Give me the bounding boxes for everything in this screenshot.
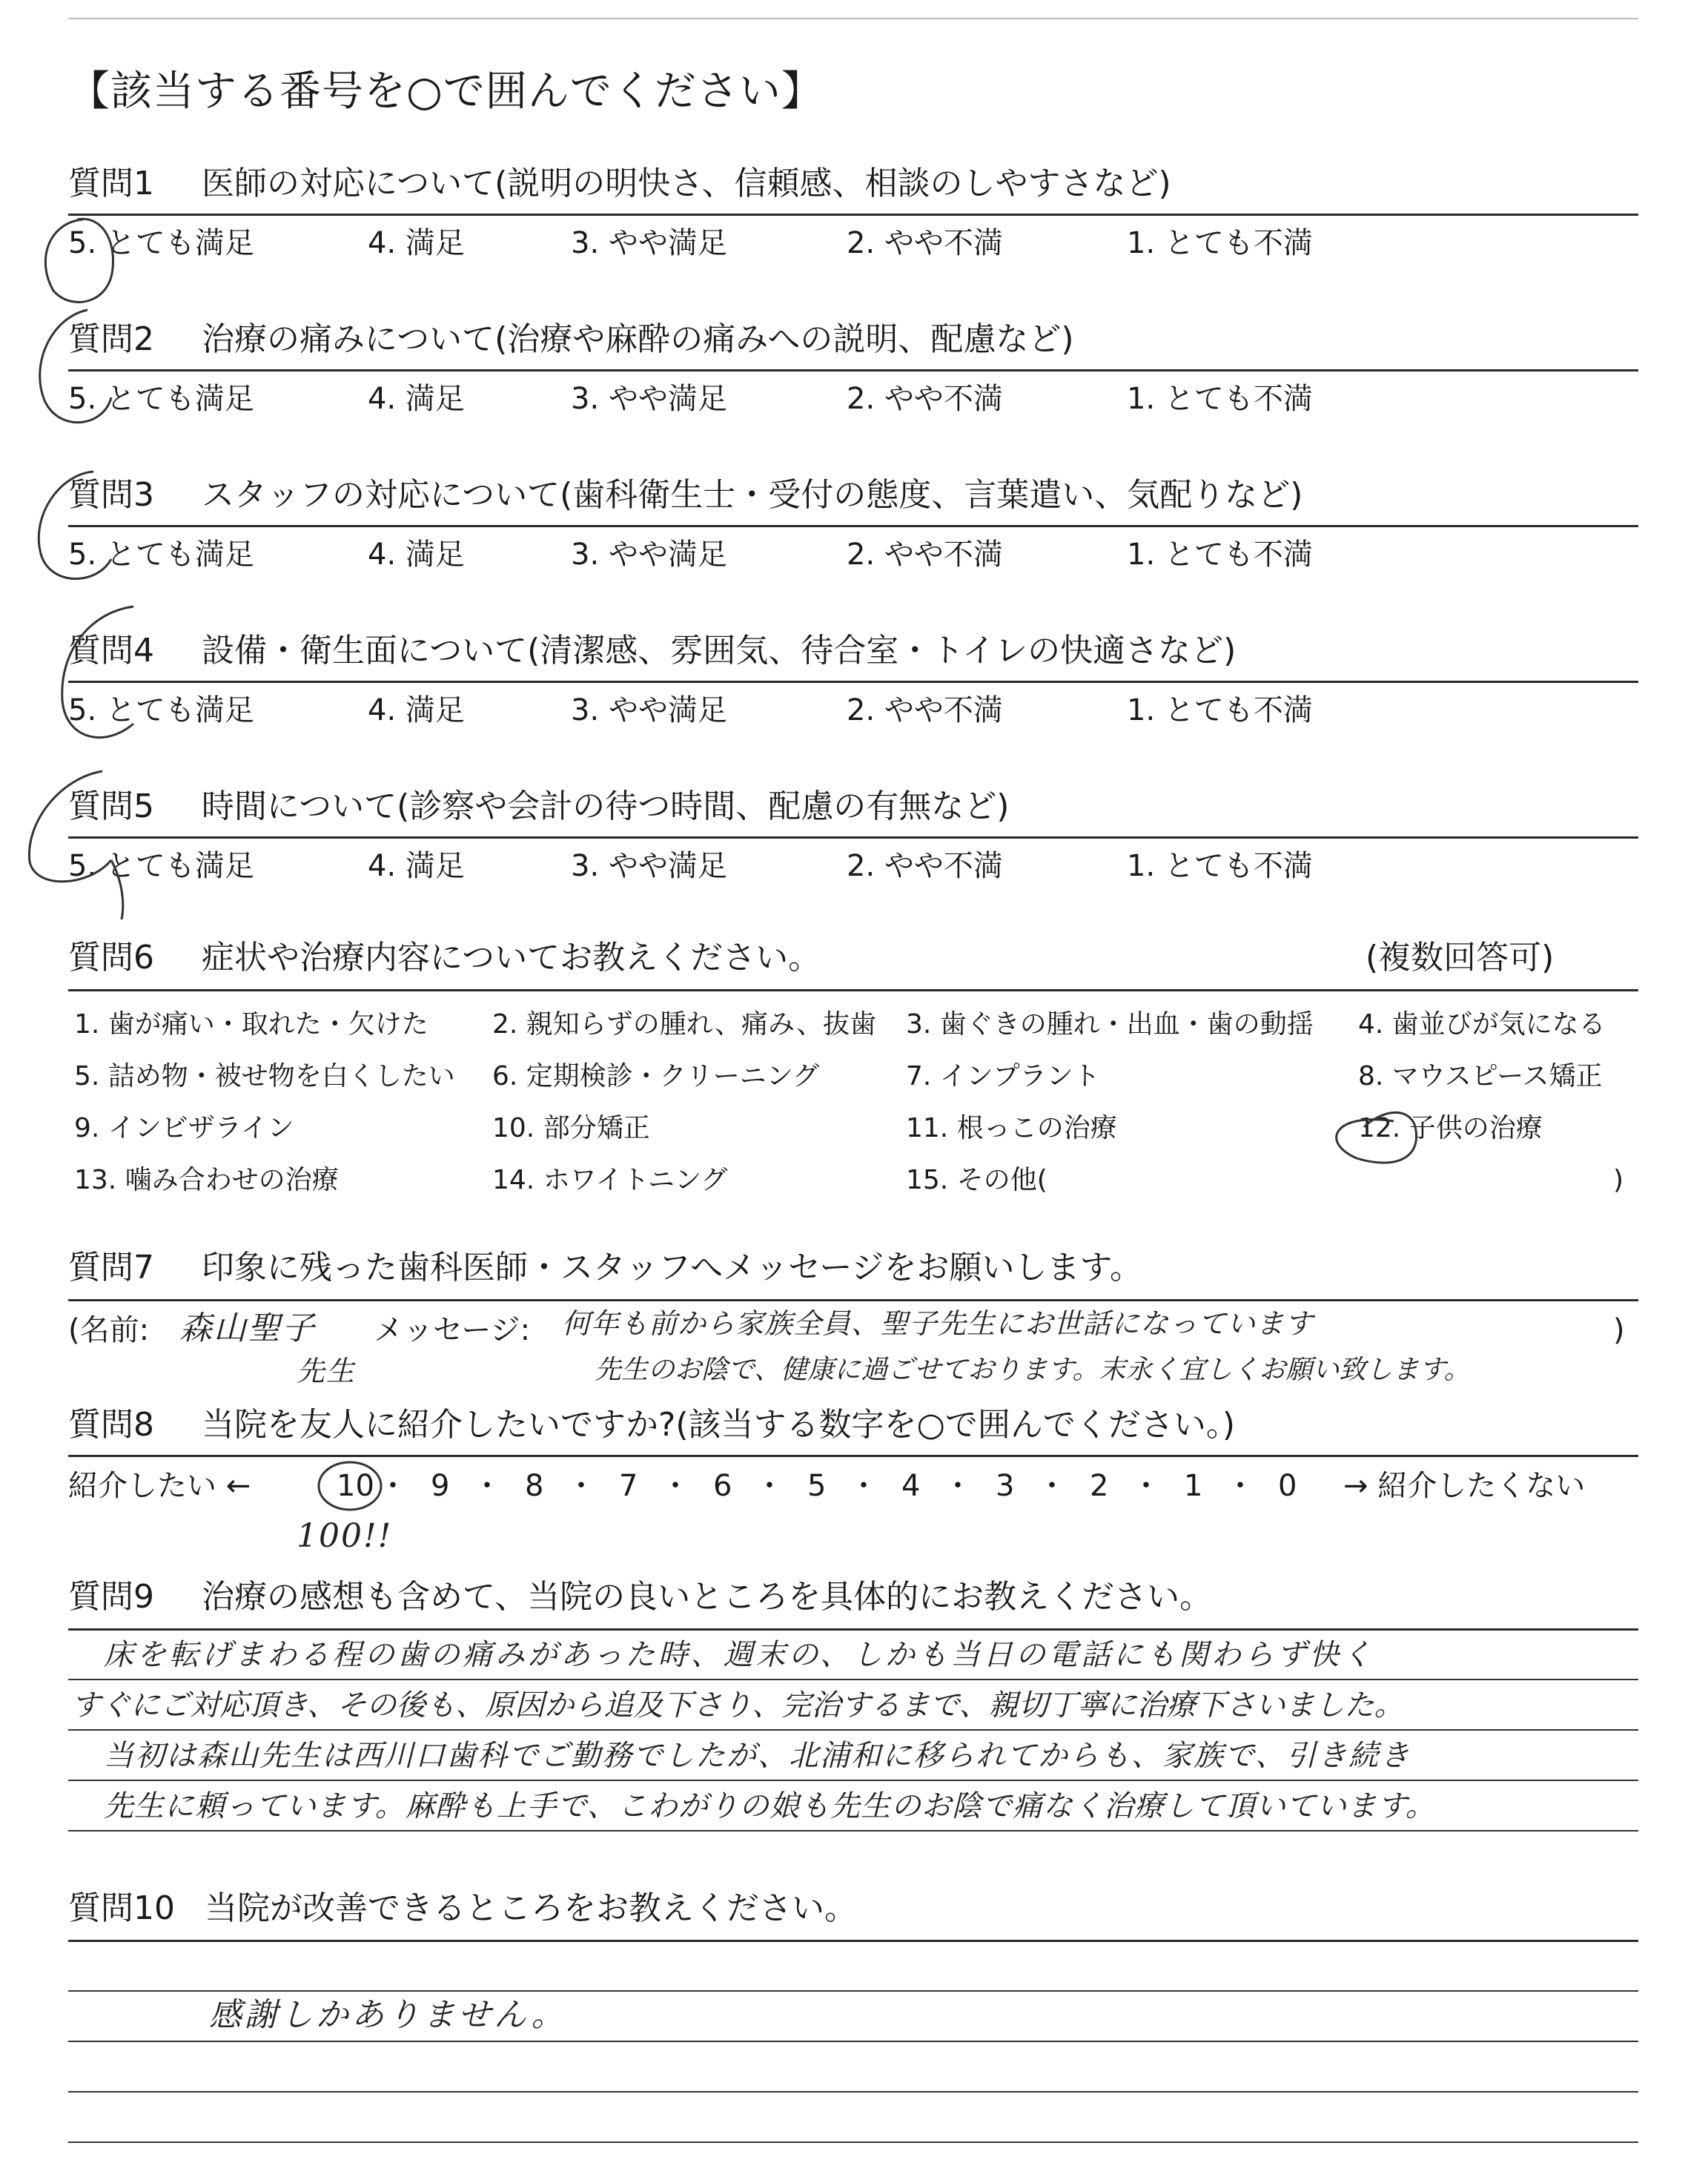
q6-note: (複数回答可) <box>1366 939 1555 977</box>
q6-option-14[interactable]: 14. ホワイトニング <box>492 1165 728 1195</box>
q5-option-4[interactable]: 4. 満足 <box>368 849 465 883</box>
q4-option-1[interactable]: 1. とても不満 <box>1127 693 1313 727</box>
q8-scale-separator: ・ <box>755 1469 784 1503</box>
q4-option-2[interactable]: 2. やや不満 <box>847 693 1003 727</box>
q7-label: 質問7 <box>68 1249 154 1287</box>
q8-left-label: 紹介したい ← <box>68 1469 251 1503</box>
q7-name-label: (名前: <box>68 1313 150 1347</box>
q8-scale-separator: ・ <box>472 1469 502 1503</box>
q5-option-3[interactable]: 3. やや満足 <box>571 849 727 883</box>
q1-circle-mark <box>45 219 113 302</box>
q10-text: 当院が改善できるところをお教えください。 <box>205 1889 857 1927</box>
q4-option-5[interactable]: 5. とても満足 <box>68 693 254 727</box>
q6-option-13[interactable]: 13. 噛み合わせの治療 <box>74 1165 339 1195</box>
q6-option-3[interactable]: 3. 歯ぐきの腫れ・出血・歯の動揺 <box>906 1009 1314 1040</box>
q5-text: 時間について(診察や会計の待つ時間、配慮の有無など) <box>202 787 1010 825</box>
q8-scale-separator: ・ <box>1225 1469 1255 1503</box>
q6-option-5[interactable]: 5. 詰め物・被せ物を白くしたい <box>74 1061 455 1091</box>
q6-option-10[interactable]: 10. 部分矯正 <box>492 1113 650 1143</box>
q1-label: 質問1 <box>68 165 154 202</box>
q6-option-11[interactable]: 11. 根っこの治療 <box>906 1113 1117 1143</box>
q8-scale-4[interactable]: 4 <box>901 1469 921 1503</box>
q10-answer: 感謝しかありません。 <box>209 1996 567 2034</box>
q4-option-4[interactable]: 4. 満足 <box>368 693 465 727</box>
q4-label: 質問4 <box>68 632 154 670</box>
q7-name-value: 森山聖子 <box>179 1309 316 1347</box>
q3-option-3[interactable]: 3. やや満足 <box>571 538 727 572</box>
q8-scale-0[interactable]: 0 <box>1278 1469 1297 1503</box>
q8-right-label: → 紹介したくない <box>1343 1469 1586 1503</box>
q8-text: 当院を友人に紹介したいですか?(該当する数字を○で囲んでください。) <box>202 1406 1236 1444</box>
q2-option-5[interactable]: 5. とても満足 <box>68 382 254 416</box>
q5-option-5[interactable]: 5. とても満足 <box>68 849 254 883</box>
q8-scale-separator: ・ <box>943 1469 973 1503</box>
q6-text: 症状や治療内容についてお教えください。 <box>202 939 821 977</box>
q8-scale-separator: ・ <box>1131 1469 1161 1503</box>
q3-option-5[interactable]: 5. とても満足 <box>68 538 254 572</box>
q3-option-2[interactable]: 2. やや不満 <box>847 538 1003 572</box>
q6-option-7[interactable]: 7. インプラント <box>906 1061 1100 1091</box>
q2-option-4[interactable]: 4. 満足 <box>368 382 465 416</box>
q6-option-2[interactable]: 2. 親知らずの腫れ、痛み、抜歯 <box>492 1009 877 1040</box>
q6-option-6[interactable]: 6. 定期検診・クリーニング <box>492 1061 820 1091</box>
q5-option-2[interactable]: 2. やや不満 <box>847 849 1003 883</box>
q8-scale-3[interactable]: 3 <box>996 1469 1015 1503</box>
q3-circle-mark <box>39 472 111 579</box>
q8-scale-5[interactable]: 5 <box>807 1469 827 1503</box>
q9-text: 治療の感想も含めて、当院の良いところを具体的にお教えください。 <box>202 1578 1213 1616</box>
q1-option-5[interactable]: 5. とても満足 <box>68 226 254 260</box>
q1-option-2[interactable]: 2. やや不満 <box>847 226 1003 260</box>
q4-circle-mark <box>62 607 133 738</box>
page-title: 【該当する番号を○で囲んでください】 <box>68 67 824 116</box>
q9-answer-line-1: 床を転げまわる程の歯の痛みがあった時、週末の、しかも当日の電話にも関わらず快く <box>104 1638 1374 1672</box>
q8-scale-6[interactable]: 6 <box>713 1469 732 1503</box>
q9-label: 質問9 <box>68 1578 154 1616</box>
q7-close-paren: ) <box>1613 1313 1625 1347</box>
q7-message-line-2: 先生のお陰で、健康に過ごせております。末永く宜しくお願い致します。 <box>595 1355 1471 1385</box>
q1-option-3[interactable]: 3. やや満足 <box>571 226 727 260</box>
q8-scale-separator: ・ <box>849 1469 878 1503</box>
q7-message-line-1: 何年も前から家族全員、聖子先生にお世話になっています <box>562 1307 1314 1340</box>
q9-answer-line-3: 当初は森山先生は西川口歯科でご勤務でしたが、北浦和に移られてからも、家族で、引き続き <box>104 1739 1411 1773</box>
q8-scale-separator: ・ <box>378 1469 408 1503</box>
q6-option-4[interactable]: 4. 歯並びが気になる <box>1358 1009 1606 1040</box>
q7-text: 印象に残った歯科医師・スタッフへメッセージをお願いします。 <box>202 1249 1142 1287</box>
q6-option-8[interactable]: 8. マウスピース矯正 <box>1358 1061 1603 1091</box>
q6-option-9[interactable]: 9. インビザライン <box>74 1113 294 1143</box>
q1-text: 医師の対応について(説明の明快さ、信頼感、相談のしやすさなど) <box>202 165 1171 202</box>
q1-option-4[interactable]: 4. 満足 <box>368 226 465 260</box>
q8-10-circle-mark <box>319 1462 381 1510</box>
q1-option-1[interactable]: 1. とても不満 <box>1127 226 1313 260</box>
q2-label: 質問2 <box>68 320 154 358</box>
q9-answer-line-4: 先生に頼っています。麻酔も上手で、こわがりの娘も先生のお陰で痛なく治療して頂いています。 <box>104 1789 1436 1823</box>
q4-option-3[interactable]: 3. やや満足 <box>571 693 727 727</box>
q3-label: 質問3 <box>68 476 154 514</box>
q5-option-1[interactable]: 1. とても不満 <box>1127 849 1313 883</box>
q5-label: 質問5 <box>68 787 154 825</box>
q2-option-1[interactable]: 1. とても不満 <box>1127 382 1313 416</box>
q3-option-4[interactable]: 4. 満足 <box>368 538 465 572</box>
q6-label: 質問6 <box>68 939 154 977</box>
q8-scale-7[interactable]: 7 <box>619 1469 638 1503</box>
q9-answer-line-2: すぐにご対応頂き、その後も、原因から追及下さり、完治するまで、親切丁寧に治療下さいました。 <box>71 1688 1404 1723</box>
q7-name-value-2: 先生 <box>297 1355 357 1387</box>
q8-scale-separator: ・ <box>566 1469 596 1503</box>
q8-scale-1[interactable]: 1 <box>1184 1469 1203 1503</box>
q2-option-2[interactable]: 2. やや不満 <box>847 382 1003 416</box>
q6-option-15[interactable]: 15. その他( <box>906 1165 1047 1195</box>
q4-text: 設備・衛生面について(清潔感、雰囲気、待合室・トイレの快適さなど) <box>202 632 1237 670</box>
q7-message-label: メッセージ: <box>374 1313 531 1347</box>
q2-text: 治療の痛みについて(治療や麻酔の痛みへの説明、配慮など) <box>202 320 1074 358</box>
q10-label: 質問10 <box>68 1889 175 1927</box>
q6-other-close-paren: ) <box>1613 1165 1624 1195</box>
q8-scale-10[interactable]: 10 <box>337 1469 374 1503</box>
q6-option-12[interactable]: 12. 子供の治療 <box>1358 1113 1543 1143</box>
q8-scale-9[interactable]: 9 <box>431 1469 450 1503</box>
q5-circle-mark <box>29 771 122 919</box>
q2-circle-mark <box>40 310 111 423</box>
q3-text: スタッフの対応について(歯科衛生士・受付の態度、言葉遣い、気配りなど) <box>202 476 1303 514</box>
q2-option-3[interactable]: 3. やや満足 <box>571 382 727 416</box>
q8-label: 質問8 <box>68 1406 154 1444</box>
q8-scale-8[interactable]: 8 <box>525 1469 544 1503</box>
q3-option-1[interactable]: 1. とても不満 <box>1127 538 1313 572</box>
q6-option-1[interactable]: 1. 歯が痛い・取れた・欠けた <box>74 1009 428 1040</box>
q8-scale-separator: ・ <box>661 1469 690 1503</box>
q8-scale-2[interactable]: 2 <box>1090 1469 1109 1503</box>
q8-handwritten-note: 100!! <box>297 1517 393 1555</box>
q8-scale-separator: ・ <box>1037 1469 1067 1503</box>
q6-option-12-circle-mark <box>1337 1112 1417 1163</box>
